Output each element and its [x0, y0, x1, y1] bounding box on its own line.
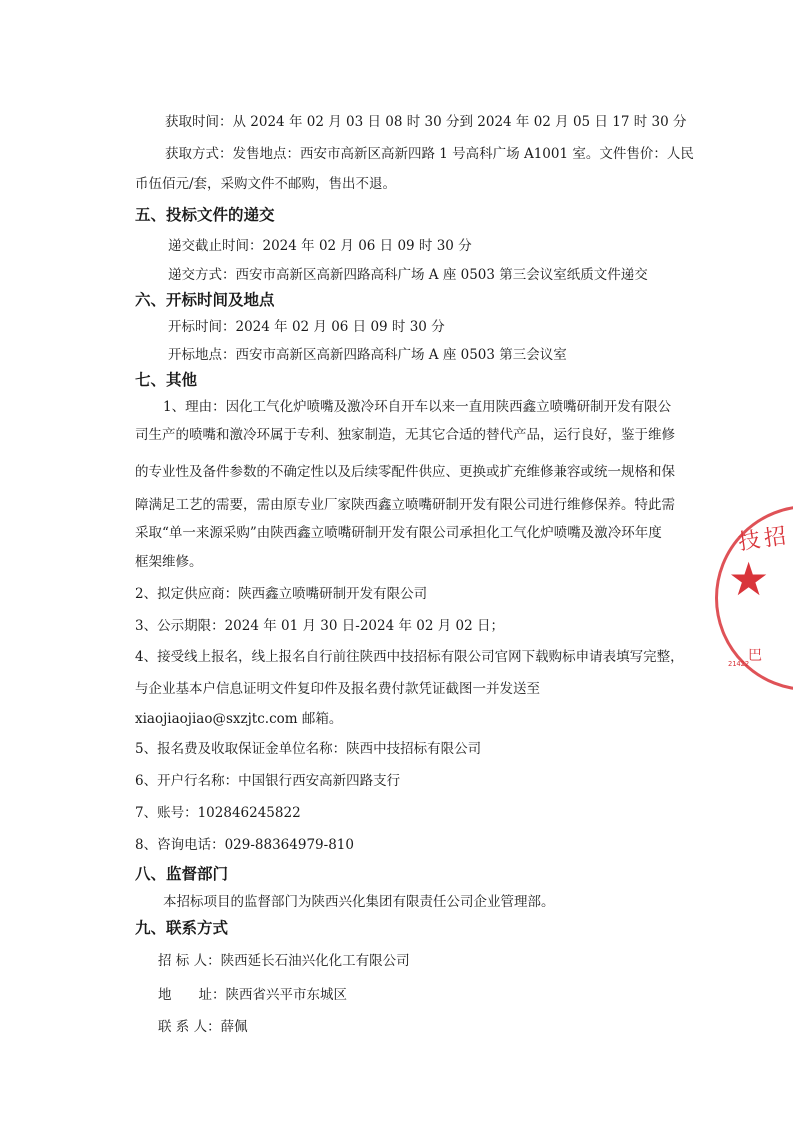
section-heading-5: 五、投标文件的递交 — [135, 206, 275, 224]
reason-paragraph-line: 1、理由：因化工气化炉喷嘴及激冷环自开车以来一直用陕西鑫立喷嘴研制开发有限公 — [163, 399, 672, 415]
reason-paragraph-line: 司生产的喷嘴和激冷环属于专利、独家制造，无其它合适的替代产品，运行良好，鉴于维修 — [135, 427, 675, 443]
obtain-method-line-cont: 币伍佰元/套，采购文件不邮购，售出不退。 — [135, 176, 397, 192]
email-line: xiaojiaojiao@sxzjtc.com 邮箱。 — [135, 711, 343, 727]
opening-place-line: 开标地点：西安市高新区高新四路高科广场 A 座 0503 第三会议室 — [168, 347, 567, 363]
seal-stamp-number: 21422 — [728, 660, 750, 668]
publicity-period-line: 3、公示期限：2024 年 01 月 30 日-2024 年 02 月 02 日； — [135, 618, 504, 634]
section-heading-7: 七、其他 — [135, 371, 198, 389]
supervision-line: 本招标项目的监督部门为陕西兴化集团有限责任公司企业管理部。 — [163, 894, 555, 910]
seal-star-icon: ★ — [728, 552, 770, 606]
account-line: 7、账号：102846245822 — [135, 805, 301, 821]
section-heading-6: 六、开标时间及地点 — [135, 291, 275, 309]
seal-stamp-bottom-char: 巴 — [748, 648, 762, 664]
phone-line: 8、咨询电话：029-88364979-810 — [135, 837, 354, 853]
submit-deadline-line: 递交截止时间：2024 年 02 月 06 日 09 时 30 分 — [168, 238, 472, 254]
seal-stamp-text: 技招 — [736, 523, 792, 556]
reason-paragraph-line: 的专业性及备件参数的不确定性以及后续零配件供应、更换或扩充维修兼容或统一规格和保 — [135, 464, 675, 480]
reason-paragraph-line: 框架维修。 — [135, 554, 203, 570]
reason-paragraph-line: 障满足工艺的需要，需由原专业厂家陕西鑫立喷嘴研制开发有限公司进行维修保养。特此需 — [135, 497, 675, 513]
opening-time-line: 开标时间：2024 年 02 月 06 日 09 时 30 分 — [168, 319, 445, 335]
bank-line: 6、开户行名称：中国银行西安高新四路支行 — [135, 773, 401, 789]
supplier-line: 2、拟定供应商：陕西鑫立喷嘴研制开发有限公司 — [135, 586, 428, 602]
payee-line: 5、报名费及收取保证金单位名称：陕西中技招标有限公司 — [135, 741, 482, 757]
contact-address-line: 地 址：陕西省兴平市东城区 — [158, 987, 347, 1003]
registration-line: 4、接受线上报名，线上报名自行前往陕西中技招标有限公司官网下载购标申请表填写完整， — [135, 649, 684, 665]
contact-person-line: 联 系 人：薛佩 — [158, 1019, 248, 1035]
reason-paragraph-line: 采取“单一来源采购”由陕西鑫立喷嘴研制开发有限公司承担化工气化炉喷嘴及激冷环年度 — [135, 525, 662, 541]
registration-line-cont: 与企业基本户信息证明文件复印件及报名费付款凭证截图一并发送至 — [135, 681, 540, 697]
contact-tenderer-line: 招 标 人：陕西延长石油兴化化工有限公司 — [158, 953, 410, 969]
section-heading-9: 九、联系方式 — [135, 919, 229, 937]
obtain-method-line: 获取方式：发售地点：西安市高新区高新四路 1 号高科广场 A1001 室。文件售价：人民 — [165, 146, 694, 162]
section-heading-8: 八、监督部门 — [135, 865, 229, 883]
obtain-time-line: 获取时间：从 2024 年 02 月 03 日 08 时 30 分到 2024 年 02 月 05 日 17 时 30 分 — [165, 114, 687, 130]
submit-method-line: 递交方式：西安市高新区高新四路高科广场 A 座 0503 第三会议室纸质文件递交 — [168, 267, 648, 283]
